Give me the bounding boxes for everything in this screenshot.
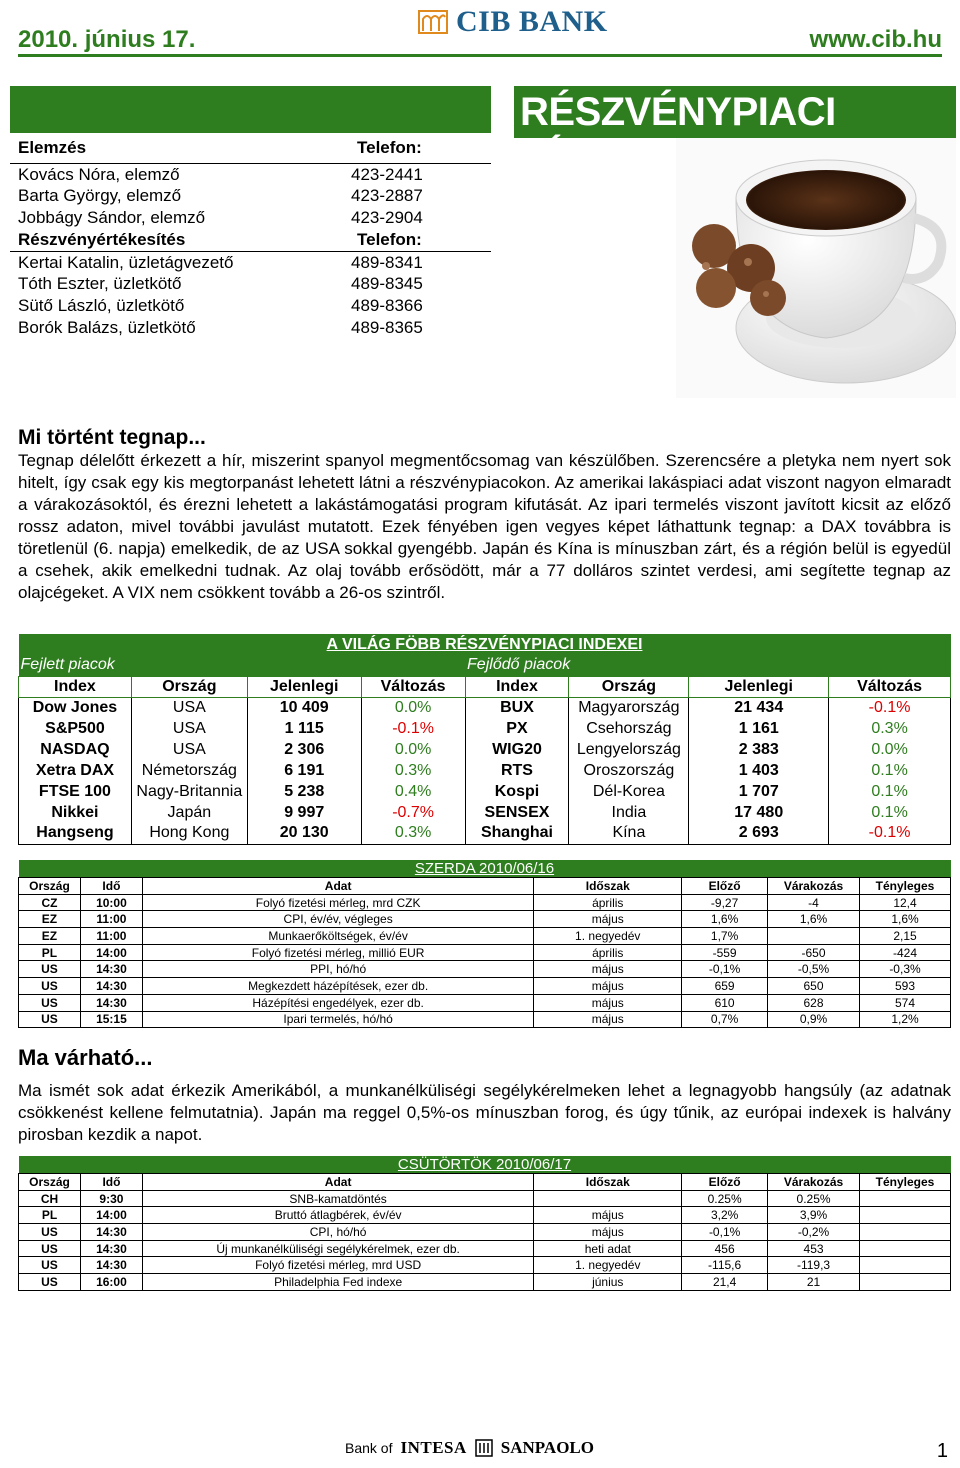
column-header: Index [465, 676, 569, 697]
wednesday-calendar-table [18, 860, 951, 1028]
period: május [534, 994, 682, 1011]
contact-row [10, 207, 491, 229]
thursday-title: CSÜTÖRTÖK 2010/06/17 [19, 1156, 951, 1174]
column-header: Ország [131, 676, 247, 697]
contact-phone: 489-8365 [351, 318, 423, 337]
column-header: Jelenlegi [247, 676, 361, 697]
index-row [19, 760, 951, 781]
expected: -119,3 [768, 1257, 860, 1274]
thursday-title-row [19, 1156, 951, 1174]
period: heti adat [534, 1240, 682, 1257]
index-country: Nagy-Britannia [131, 781, 247, 802]
expected: -650 [768, 944, 860, 961]
period: 1. negyedév [534, 928, 682, 945]
index-change: -0.1% [361, 718, 465, 739]
actual: 1,6% [859, 911, 950, 928]
column-header: Ország [19, 1174, 81, 1191]
contact-phone: 423-2441 [351, 165, 423, 184]
column-header: Tényleges [860, 1174, 951, 1191]
index-country: USA [131, 697, 247, 718]
previous: 1,7% [682, 928, 768, 945]
index-country: Dél-Korea [569, 781, 689, 802]
index-name: BUX [465, 697, 569, 718]
time: 14:30 [80, 994, 142, 1011]
period: május [534, 1207, 682, 1224]
indices-title-row [19, 634, 951, 655]
previous: 659 [682, 978, 768, 995]
country-code: PL [19, 1207, 81, 1224]
country-code: EZ [19, 928, 81, 945]
indicator: Megkezdett házépítések, ezer db. [142, 978, 533, 995]
country-code: CZ [19, 894, 81, 911]
coffee-cup-image [676, 138, 956, 398]
index-name: Dow Jones [19, 697, 132, 718]
bank-name: CIB BANK [456, 5, 608, 38]
calendar-row [19, 1274, 951, 1291]
wednesday-column-headers [19, 878, 951, 895]
index-country: Csehország [569, 718, 689, 739]
column-header: Változás [361, 676, 465, 697]
expected: 650 [768, 978, 860, 995]
contact-row [10, 273, 491, 295]
column-header: Adat [142, 1174, 533, 1191]
index-value: 10 409 [247, 697, 361, 718]
column-header: Várakozás [768, 1174, 860, 1191]
contact-header [10, 133, 491, 163]
index-change: 0.0% [361, 739, 465, 760]
contact-phone: 423-2904 [351, 208, 423, 227]
index-change: 0.3% [361, 823, 465, 844]
sanpaolo-mark-icon [475, 1439, 493, 1457]
country-code: EZ [19, 911, 81, 928]
previous: 3,2% [682, 1207, 768, 1224]
index-change: 0.3% [829, 718, 951, 739]
index-country: Oroszország [569, 760, 689, 781]
page-title: RÉSZVÉNYPIACI HÍREK [520, 90, 836, 179]
index-value: 17 480 [689, 802, 829, 823]
contact-name: Tóth Eszter, üzletkötő [18, 274, 182, 293]
contact-row [10, 163, 491, 185]
sales-header [10, 229, 491, 251]
indicator: Munkaerőköltségek, év/év [142, 928, 533, 945]
period: április [534, 894, 682, 911]
previous: 456 [682, 1240, 768, 1257]
indicator: Bruttó átlagbérek, év/év [142, 1207, 533, 1224]
time: 14:30 [80, 961, 142, 978]
previous: -115,6 [682, 1257, 768, 1274]
contact-name: Kovács Nóra, elemző [18, 165, 180, 184]
contact-phone: 423-2887 [351, 186, 423, 205]
country-code: CH [19, 1190, 81, 1207]
website-link[interactable]: www.cib.hu [809, 26, 942, 53]
calendar-row [19, 1224, 951, 1241]
time: 14:00 [80, 1207, 142, 1224]
time: 15:15 [80, 1011, 142, 1028]
index-change: 0.0% [829, 739, 951, 760]
wednesday-title: SZERDA 2010/06/16 [19, 860, 951, 878]
index-country: Lengyelország [569, 739, 689, 760]
country-code: US [19, 1274, 81, 1291]
contact-row [10, 185, 491, 207]
previous: 21,4 [682, 1274, 768, 1291]
previous: 610 [682, 994, 768, 1011]
column-header: Idő [80, 1174, 142, 1191]
index-name: FTSE 100 [19, 781, 132, 802]
column-header: Tényleges [859, 878, 950, 895]
cib-logo-mark-icon [418, 7, 448, 37]
indices-title: A VILÁG FÖBB RÉSZVÉNYPIACI INDEXEI [19, 634, 951, 655]
indices-table [18, 634, 951, 845]
sales-label: Részvényértékesítés [18, 230, 186, 249]
contact-phone: 489-8345 [351, 274, 423, 293]
country-code: US [19, 994, 81, 1011]
country-code: US [19, 978, 81, 995]
actual [860, 1224, 951, 1241]
expected: -4 [768, 894, 860, 911]
column-header: Időszak [534, 1174, 682, 1191]
index-value: 2 306 [247, 739, 361, 760]
column-header: Változás [829, 676, 951, 697]
developed-markets-label: Fejlett piacok [19, 655, 466, 676]
column-header: Idő [80, 878, 142, 895]
actual [860, 1190, 951, 1207]
calendar-row [19, 928, 951, 945]
yesterday-heading: Mi történt tegnap... [18, 426, 206, 449]
previous: 0,7% [682, 1011, 768, 1028]
expected: 0.25% [768, 1190, 860, 1207]
index-name: Xetra DAX [19, 760, 132, 781]
actual [860, 1274, 951, 1291]
column-header: Várakozás [768, 878, 860, 895]
calendar-row [19, 911, 951, 928]
column-header: Adat [142, 878, 533, 895]
index-row [19, 697, 951, 718]
column-header: Jelenlegi [689, 676, 829, 697]
column-header: Ország [569, 676, 689, 697]
yesterday-text: Tegnap délelőtt érkezett a hír, miszerint spanyol megmentőcsomag van készülőben. Szerencsére a pletyka nem nyert sok hitelt, így csak egy kis megtorpanást lehetett látni a részvénypiacokon. Az amerikai lakáspiaci adat viszont nagyon elmaradt a várakozásoktól, és érezni lehetett a lakástámogatási program kifutását. Az ipari termelés viszont javított kicsit az előző rossz adaton, mivel további javulást mutatott. Ezek fényében igen vegyes képet láthattunk tegnap: a DAX továbbra is töretlenül (6. napja) emelkedik, de az USA sokkal gyengébb. Japán és Kína is mínuszban zárt, és a régión belül is egyedül a csehek, akik emelkedni tudnak. Az olaj tovább erősödött, már a 77 dolláros szintet verdesi, ami segítette tegnap az olajcégeket. A VIX nem csökkent tovább a 26-os szintről. [18, 451, 951, 602]
index-row [19, 739, 951, 760]
indicator: Folyó fizetési mérleg, mrd CZK [142, 894, 533, 911]
index-row [19, 823, 951, 844]
index-name: WIG20 [465, 739, 569, 760]
country-code: US [19, 1240, 81, 1257]
previous: -559 [682, 944, 768, 961]
contact-row [10, 251, 491, 273]
country-code: US [19, 1224, 81, 1241]
index-value: 2 383 [689, 739, 829, 760]
thursday-column-headers [19, 1174, 951, 1191]
expected: 0,9% [768, 1011, 860, 1028]
column-header: Előző [682, 1174, 768, 1191]
time: 14:30 [80, 1240, 142, 1257]
index-value: 6 191 [247, 760, 361, 781]
column-header: Előző [682, 878, 768, 895]
index-change: 0.0% [361, 697, 465, 718]
time: 14:30 [80, 978, 142, 995]
sanpaolo-label: SANPAOLO [500, 1438, 594, 1457]
cib-bank-logo [418, 4, 608, 40]
calendar-row [19, 1207, 951, 1224]
index-row [19, 802, 951, 823]
calendar-row [19, 1257, 951, 1274]
period: 1. negyedév [534, 1257, 682, 1274]
index-country: India [569, 802, 689, 823]
expected: 628 [768, 994, 860, 1011]
calendar-row [19, 894, 951, 911]
calendar-row [19, 1011, 951, 1028]
expected-text: Ma ismét sok adat érkezik Amerikából, a munkanélküliségi segélykérelmeken lehet a legnagyobb hangsúly (az adatnak csökkenést kellene felmutatnia). Japán ma reggel 0,5%-os mínuszban forog, és úgy tűnik, az európai indexek is halvány pirosban kezdik a napot. [18, 1081, 951, 1144]
contact-phone: 489-8366 [351, 296, 423, 315]
index-value: 2 693 [689, 823, 829, 844]
indices-column-headers [19, 676, 951, 697]
actual [860, 1207, 951, 1224]
index-value: 5 238 [247, 781, 361, 802]
country-code: PL [19, 944, 81, 961]
time: 16:00 [80, 1274, 142, 1291]
index-change: 0.1% [829, 802, 951, 823]
index-value: 21 434 [689, 697, 829, 718]
expected: -0,2% [768, 1224, 860, 1241]
expected-heading: Ma várható... [18, 1045, 153, 1070]
country-code: US [19, 961, 81, 978]
expected: -0,5% [768, 961, 860, 978]
index-country: Kína [569, 823, 689, 844]
indicator: Új munkanélküliségi segélykérelmek, ezer db. [142, 1240, 533, 1257]
contact-row [10, 317, 491, 339]
calendar-row [19, 1240, 951, 1257]
actual: 1,2% [859, 1011, 950, 1028]
contact-name: Sütő László, üzletkötő [18, 296, 185, 315]
index-country: Németország [131, 760, 247, 781]
period: május [534, 961, 682, 978]
indicator: Philadelphia Fed indexe [142, 1274, 533, 1291]
actual: 12,4 [859, 894, 950, 911]
column-header: Időszak [534, 878, 682, 895]
actual: -424 [859, 944, 950, 961]
contact-name: Borók Balázs, üzletkötő [18, 318, 196, 337]
index-value: 20 130 [247, 823, 361, 844]
actual [860, 1240, 951, 1257]
phone-label: Telefon: [357, 138, 422, 157]
index-name: PX [465, 718, 569, 739]
indicator: Házépítési engedélyek, ezer db. [142, 994, 533, 1011]
index-country: Japán [131, 802, 247, 823]
column-header: Ország [19, 878, 81, 895]
expected: 3,9% [768, 1207, 860, 1224]
period: május [534, 1224, 682, 1241]
index-row [19, 781, 951, 802]
calendar-row [19, 944, 951, 961]
contact-name: Jobbágy Sándor, elemző [18, 208, 206, 227]
column-header: Index [19, 676, 132, 697]
index-value: 1 115 [247, 718, 361, 739]
time: 11:00 [80, 928, 142, 945]
time: 14:00 [80, 944, 142, 961]
index-change: -0.1% [829, 823, 951, 844]
index-change: 0.3% [361, 760, 465, 781]
header-divider [18, 54, 942, 57]
indicator: Folyó fizetési mérleg, mrd USD [142, 1257, 533, 1274]
index-value: 1 403 [689, 760, 829, 781]
contact-row [10, 295, 491, 317]
indicator: SNB-kamatdöntés [142, 1190, 533, 1207]
previous: 1,6% [682, 911, 768, 928]
actual: 574 [859, 994, 950, 1011]
country-code: US [19, 1257, 81, 1274]
expected: 1,6% [768, 911, 860, 928]
period: május [534, 911, 682, 928]
contact-name: Barta György, elemző [18, 186, 182, 205]
index-name: RTS [465, 760, 569, 781]
sales-phone-label: Telefon: [357, 230, 422, 249]
previous: -9,27 [682, 894, 768, 911]
index-change: 0.1% [829, 781, 951, 802]
index-change: -0.7% [361, 802, 465, 823]
period: május [534, 978, 682, 995]
index-value: 1 161 [689, 718, 829, 739]
previous: -0,1% [682, 1224, 768, 1241]
bank-of-label: Bank of [345, 1440, 393, 1456]
calendar-row [19, 1190, 951, 1207]
page-number: 1 [936, 1440, 948, 1462]
period: április [534, 944, 682, 961]
time: 9:30 [80, 1190, 142, 1207]
contact-list [10, 163, 491, 339]
report-date: 2010. június 17. [18, 26, 196, 53]
index-name: Hangseng [19, 823, 132, 844]
index-name: Nikkei [19, 802, 132, 823]
thursday-calendar-table [18, 1156, 951, 1291]
index-name: Kospi [465, 781, 569, 802]
time: 14:30 [80, 1257, 142, 1274]
actual: -0,3% [859, 961, 950, 978]
index-value: 9 997 [247, 802, 361, 823]
expected [768, 928, 860, 945]
index-value: 1 707 [689, 781, 829, 802]
contact-name: Kertai Katalin, üzletágvezető [18, 253, 234, 272]
index-name: Shanghai [465, 823, 569, 844]
index-country: USA [131, 739, 247, 760]
index-name: SENSEX [465, 802, 569, 823]
expected: 21 [768, 1274, 860, 1291]
actual: 2,15 [859, 928, 950, 945]
indicator: CPI, hó/hó [142, 1224, 533, 1241]
time: 11:00 [80, 911, 142, 928]
index-name: S&P500 [19, 718, 132, 739]
time: 10:00 [80, 894, 142, 911]
index-change: 0.4% [361, 781, 465, 802]
expected: 453 [768, 1240, 860, 1257]
analysis-label: Elemzés [18, 138, 87, 157]
calendar-row [19, 994, 951, 1011]
previous: -0,1% [682, 961, 768, 978]
index-country: Magyarország [569, 697, 689, 718]
calendar-row [19, 961, 951, 978]
actual: 593 [859, 978, 950, 995]
indicator: CPI, év/év, végleges [142, 911, 533, 928]
indices-group-row [19, 655, 951, 676]
period [534, 1190, 682, 1207]
indicator: PPI, hó/hó [142, 961, 533, 978]
indicator: Folyó fizetési mérleg, millió EUR [142, 944, 533, 961]
index-change: -0.1% [829, 697, 951, 718]
index-country: USA [131, 718, 247, 739]
time: 14:30 [80, 1224, 142, 1241]
intesa-label: INTESA [400, 1438, 467, 1457]
period: május [534, 1011, 682, 1028]
footer-logo [345, 1438, 594, 1458]
period: június [534, 1274, 682, 1291]
actual [860, 1257, 951, 1274]
previous: 0.25% [682, 1190, 768, 1207]
wednesday-title-row [19, 860, 951, 878]
contact-phone: 489-8341 [351, 253, 423, 272]
index-change: 0.1% [829, 760, 951, 781]
index-row [19, 718, 951, 739]
country-code: US [19, 1011, 81, 1028]
index-country: Hong Kong [131, 823, 247, 844]
indicator: Ipari termelés, hó/hó [142, 1011, 533, 1028]
calendar-row [19, 978, 951, 995]
emerging-markets-label: Fejlődő piacok [465, 655, 950, 676]
index-name: NASDAQ [19, 739, 132, 760]
